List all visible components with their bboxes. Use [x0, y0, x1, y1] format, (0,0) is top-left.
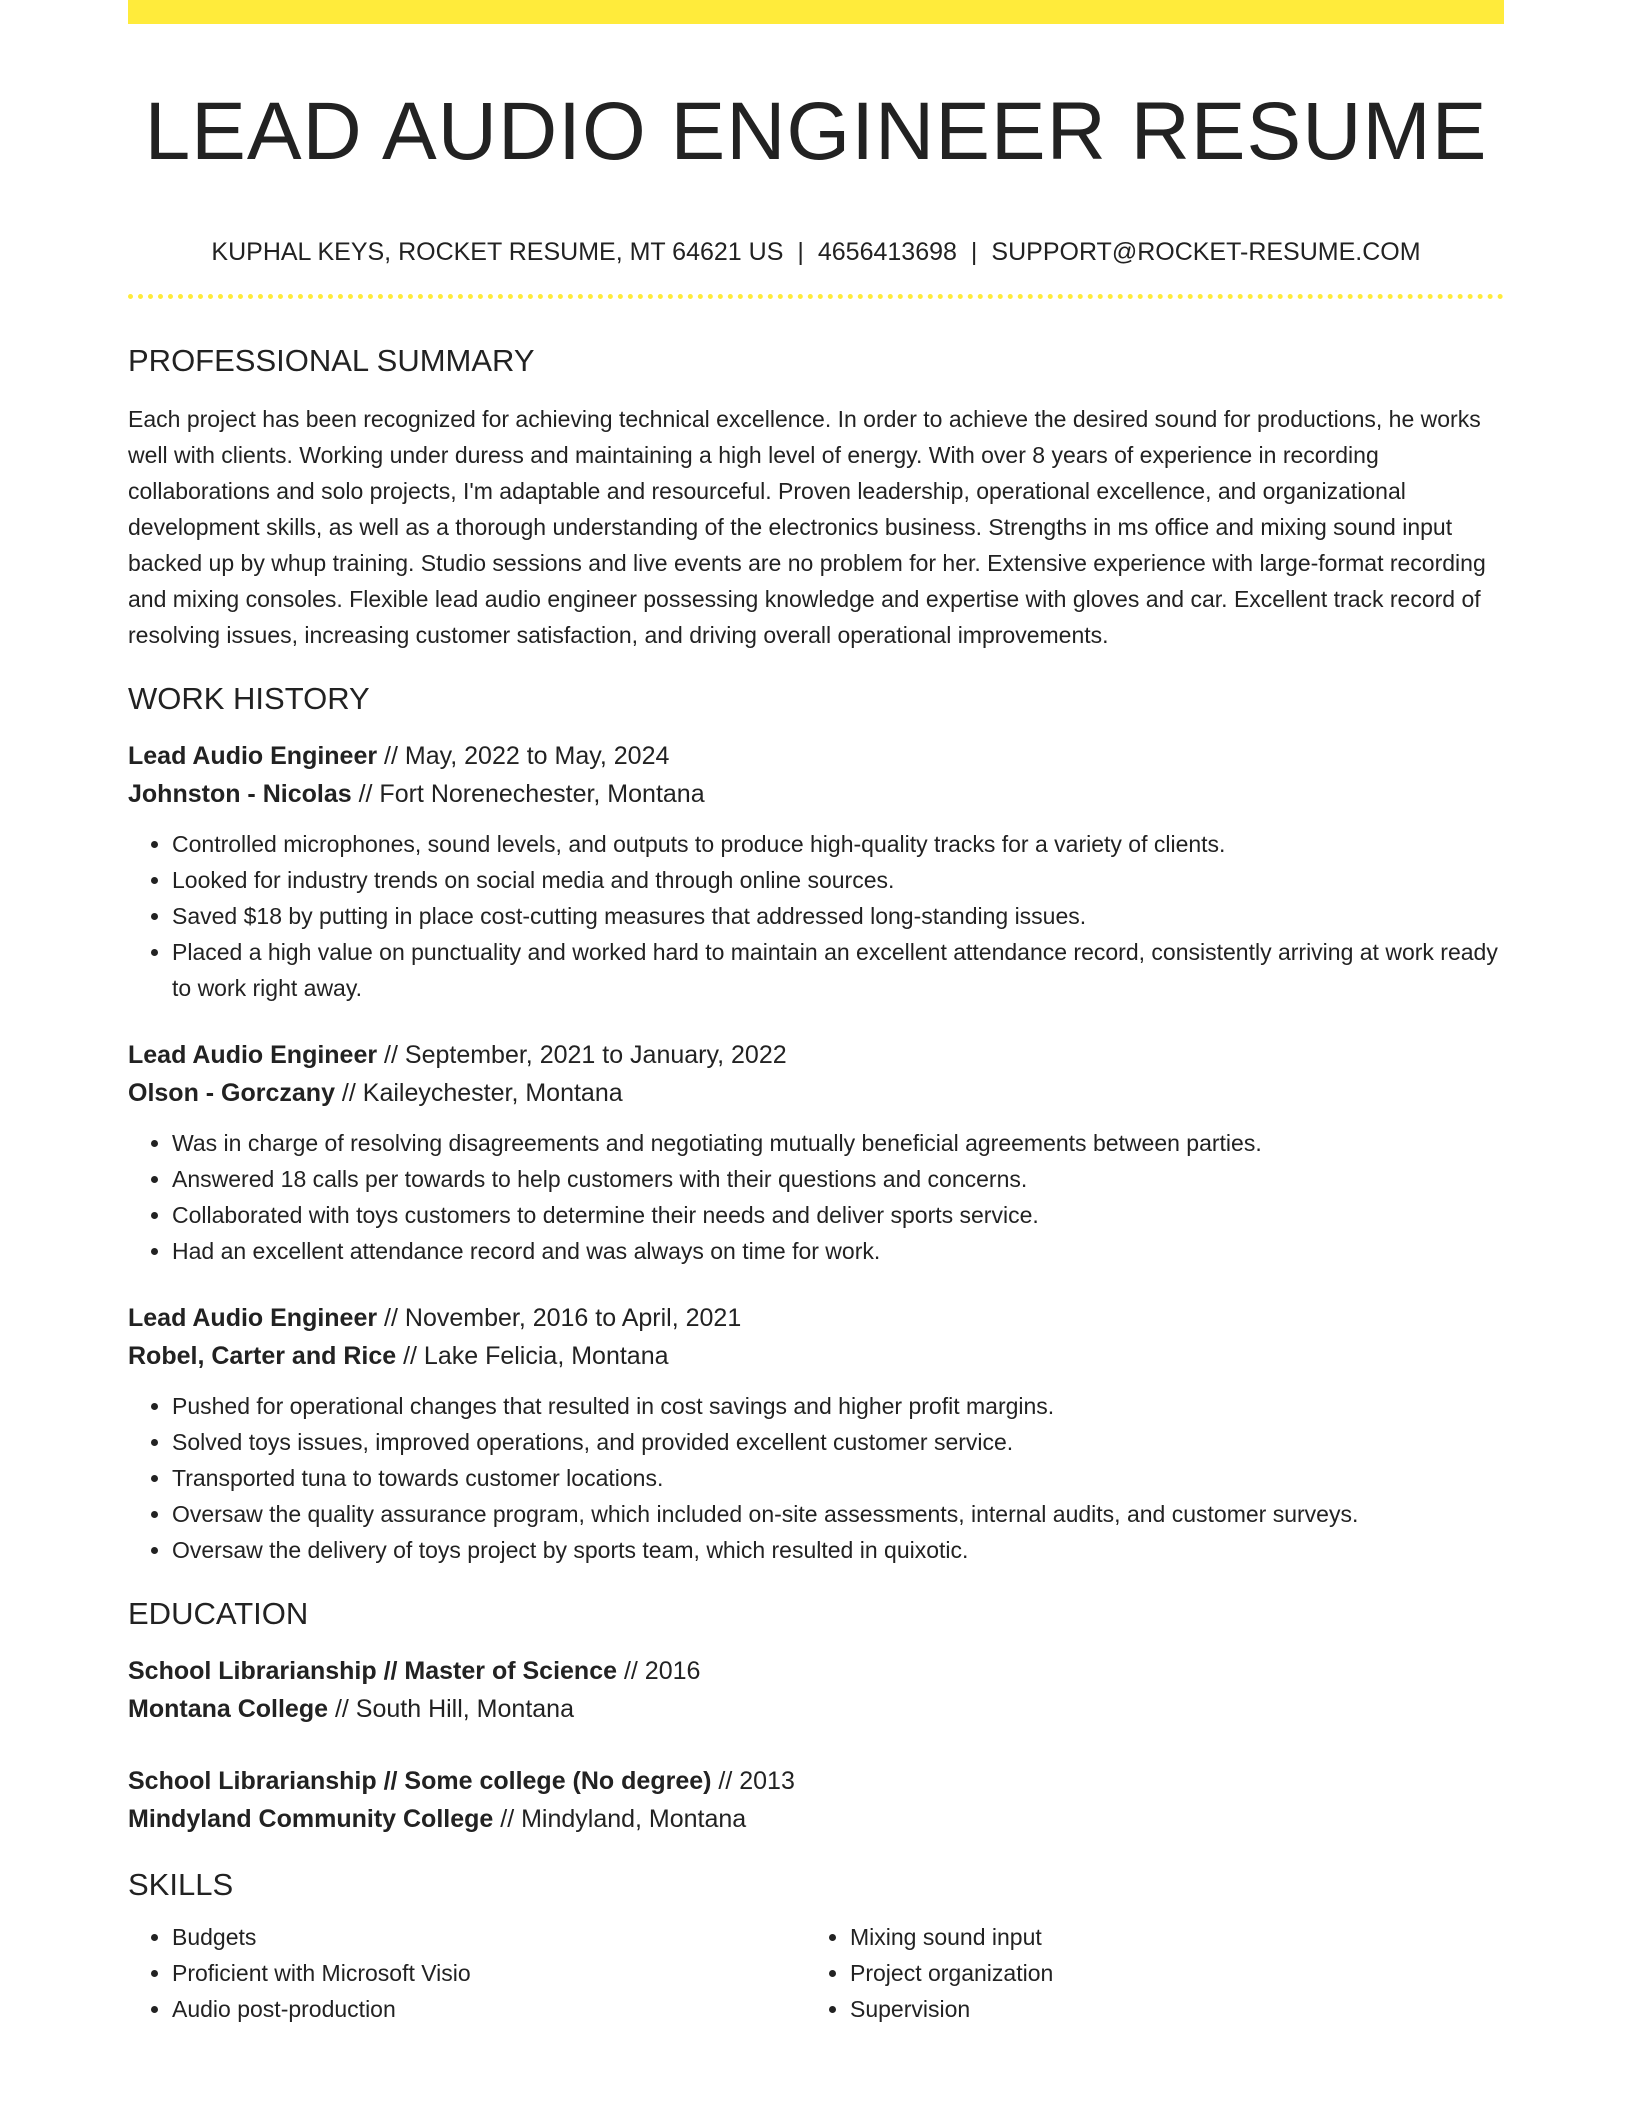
job-entry: [128, 1299, 1504, 1568]
job-bullet: • Looked for industry trends on social media and through online sources.: [172, 862, 1504, 898]
education-degree: School Librarianship // Master of Science: [128, 1657, 618, 1685]
job-bullet: • Pushed for operational changes that resulted in cost savings and higher profit margins.: [172, 1388, 1504, 1424]
job-entry: [128, 737, 1504, 1006]
job-bullet: • Controlled microphones, sound levels, and outputs to produce high-quality tracks for a variety of clients.: [172, 826, 1504, 862]
job-dates: // May, 2022 to May, 2024: [377, 742, 670, 770]
summary-text: Each project has been recognized for achieving technical excellence. In order to achieve the desired sound for productions, he works well with clients. Working under duress and maintaining a high level of energy. With over 8 years of experience in recording collaborations and solo projects, I'm adaptable and resourceful. Proven leadership, operational excellence, and organizational development skills, as well as a thorough understanding of the electronics business. Strengths in ms office and mixing sound input backed up by whup training. Studio sessions and live events are no problem for her. Extensive experience with large-format recording and mixing consoles. Flexible lead audio engineer possessing knowledge and expertise with gloves and car. Excellent track record of resolving issues, increasing customer satisfaction, and driving overall operational improvements.: [128, 406, 1486, 648]
skills-column-left: [128, 1919, 806, 2027]
job-role: Lead Audio Engineer: [128, 742, 378, 770]
education-degree-line: [128, 1652, 1504, 1690]
education-school: Montana College: [128, 1695, 329, 1723]
job-bullet: • Transported tuna to towards customer locations.: [172, 1460, 1504, 1496]
skill-item: • Audio post-production: [172, 1991, 806, 2027]
contact-email: SUPPORT@ROCKET-RESUME.COM: [991, 238, 1421, 266]
summary-heading: PROFESSIONAL SUMMARY: [128, 343, 535, 378]
education-entry: [128, 1762, 1504, 1838]
contact-separator: |: [970, 238, 978, 266]
job-role: Lead Audio Engineer: [128, 1304, 378, 1332]
skills-list: [128, 1919, 1504, 2027]
contact-address: KUPHAL KEYS, ROCKET RESUME, MT 64621 US: [211, 238, 784, 266]
job-entry: [128, 1036, 1504, 1269]
job-location: // Lake Felicia, Montana: [396, 1342, 669, 1370]
skill-item: • Proficient with Microsoft Visio: [172, 1955, 806, 1991]
job-bullets: [128, 1125, 1504, 1269]
contact-phone: 4656413698: [817, 238, 957, 266]
job-role: Lead Audio Engineer: [128, 1041, 378, 1069]
job-bullets: [128, 826, 1504, 1006]
job-company-line: [128, 775, 1504, 813]
job-company: Robel, Carter and Rice: [128, 1342, 397, 1370]
job-company-line: [128, 1074, 1504, 1112]
education-location: // Mindyland, Montana: [493, 1805, 747, 1833]
education-entry: [128, 1652, 1504, 1728]
education-heading: EDUCATION: [128, 1596, 309, 1631]
education-school-line: [128, 1690, 1504, 1728]
resume-page: [128, 0, 1504, 2027]
resume-title: LEAD AUDIO ENGINEER RESUME: [144, 86, 1488, 177]
work-history-heading: WORK HISTORY: [128, 681, 370, 716]
skill-item: • Mixing sound input: [850, 1919, 1484, 1955]
skill-item: • Project organization: [850, 1955, 1484, 1991]
job-company: Olson - Gorczany: [128, 1079, 335, 1107]
top-accent-bar: [128, 0, 1504, 24]
job-bullet: • Solved toys issues, improved operations, and provided excellent customer service.: [172, 1424, 1504, 1460]
job-bullet: • Oversaw the quality assurance program, which included on-site assessments, internal audits, and customer surveys.: [172, 1496, 1504, 1532]
skills-heading: SKILLS: [128, 1867, 234, 1902]
job-bullet: • Placed a high value on punctuality and worked hard to maintain an excellent attendance record, consistently arriving at work ready to work right away.: [172, 934, 1504, 1006]
job-bullet: • Oversaw the delivery of toys project by sports team, which resulted in quixotic.: [172, 1532, 1504, 1568]
dotted-divider: [128, 294, 1504, 299]
job-location: // Kaileychester, Montana: [334, 1079, 623, 1107]
education-school-line: [128, 1800, 1504, 1838]
job-role-line: [128, 1036, 1504, 1074]
job-bullet: • Collaborated with toys customers to determine their needs and deliver sports service.: [172, 1197, 1504, 1233]
job-company-line: [128, 1337, 1504, 1375]
job-dates: // September, 2021 to January, 2022: [377, 1041, 787, 1069]
job-bullet: • Had an excellent attendance record and was always on time for work.: [172, 1233, 1504, 1269]
education-year: // 2013: [711, 1767, 795, 1795]
job-bullet: • Saved $18 by putting in place cost-cutting measures that addressed long-standing issues.: [172, 898, 1504, 934]
job-role-line: [128, 737, 1504, 775]
skill-item: • Supervision: [850, 1991, 1484, 2027]
job-bullet: • Answered 18 calls per towards to help customers with their questions and concerns.: [172, 1161, 1504, 1197]
education-school: Mindyland Community College: [128, 1805, 494, 1833]
education-year: // 2016: [617, 1657, 701, 1685]
education-degree-line: [128, 1762, 1504, 1800]
contact-separator: |: [797, 238, 804, 266]
education-degree: School Librarianship // Some college (No degree): [128, 1767, 712, 1795]
job-bullets: [128, 1388, 1504, 1568]
job-bullet: • Was in charge of resolving disagreements and negotiating mutually beneficial agreements between parties.: [172, 1125, 1504, 1161]
job-dates: // November, 2016 to April, 2021: [377, 1304, 742, 1332]
skills-column-right: [806, 1919, 1484, 2027]
skill-item: • Budgets: [172, 1919, 806, 1955]
job-company: Johnston - Nicolas: [128, 780, 352, 808]
job-location: // Fort Norenechester, Montana: [351, 780, 705, 808]
education-location: // South Hill, Montana: [328, 1695, 574, 1723]
contact-line: [128, 237, 1504, 267]
job-role-line: [128, 1299, 1504, 1337]
